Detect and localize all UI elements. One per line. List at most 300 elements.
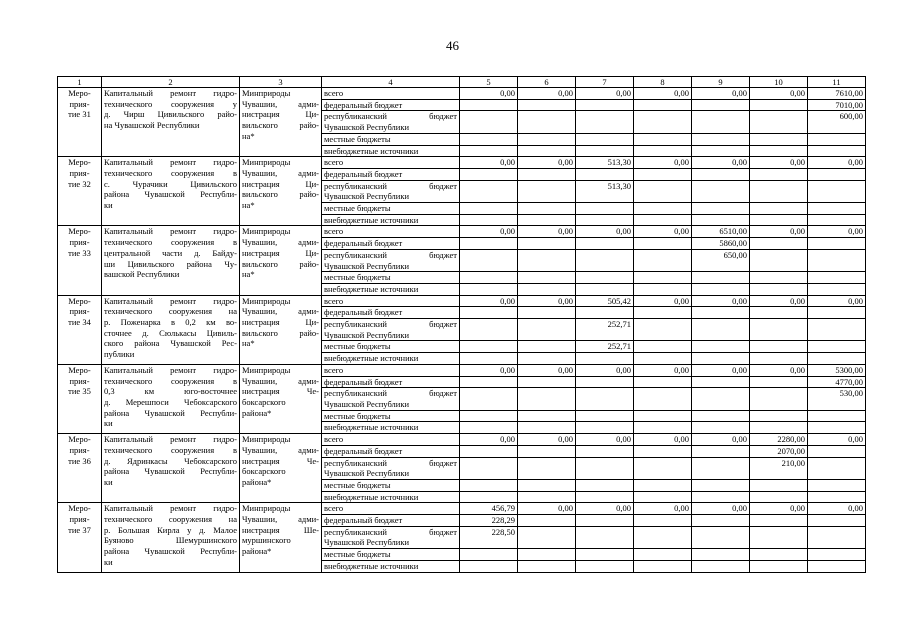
amount-cell: 0,00 [808, 226, 866, 238]
amount-cell [808, 145, 866, 157]
amount-cell [692, 111, 750, 133]
amount-cell: 513,30 [576, 180, 634, 202]
funding-source [322, 445, 460, 457]
funding-source-label: местные бюджеты [324, 272, 391, 283]
funding-source [322, 434, 460, 446]
text-line: р. Поженарка в 0,2 км во- [104, 317, 237, 328]
amount-cell [518, 515, 576, 527]
text-line: Минприроды [242, 295, 291, 306]
funding-source-label: федеральный бюджет [324, 376, 403, 387]
amount-cell: 5860,00 [692, 238, 750, 250]
amount-cell: 0,00 [750, 503, 808, 515]
text-line: Чувашии, адми- [242, 514, 319, 525]
funding-source-label: местные бюджеты [324, 341, 391, 352]
amount-cell [460, 319, 518, 341]
funding-source [322, 111, 460, 133]
funding-source [322, 99, 460, 111]
amount-cell [808, 249, 866, 271]
text-line: республиканский бюджет [324, 526, 457, 537]
amount-cell: 0,00 [460, 226, 518, 238]
amount-cell: 0,00 [692, 503, 750, 515]
amount-cell: 0,00 [460, 295, 518, 307]
text-line: Чувашии, адми- [242, 375, 319, 386]
amount-cell [518, 341, 576, 353]
amount-cell: 456,79 [460, 503, 518, 515]
text-line: Чувашской Республики [324, 398, 410, 409]
amount-cell [634, 410, 692, 422]
activity-code [58, 226, 102, 295]
text-line: Минприроды [242, 434, 291, 445]
amount-cell [576, 168, 634, 180]
funding-source-label: всего [324, 295, 344, 306]
activity-executor [240, 364, 322, 433]
amount-cell: 0,00 [576, 503, 634, 515]
amount-cell [692, 422, 750, 434]
amount-cell [518, 283, 576, 295]
amount-cell [808, 238, 866, 250]
funding-source-label: местные бюджеты [324, 133, 391, 144]
amount-cell [634, 99, 692, 111]
amount-cell: 5300,00 [808, 364, 866, 376]
amount-cell [692, 526, 750, 548]
amount-cell [808, 203, 866, 215]
activity-executor [240, 157, 322, 226]
text-line: Минприроды [242, 226, 291, 237]
amount-cell [576, 238, 634, 250]
activity-code [58, 295, 102, 364]
amount-cell [750, 272, 808, 284]
amount-cell [808, 549, 866, 561]
text-line: Меро- [68, 503, 91, 514]
text-line: Капитальный ремонт гидро- [104, 364, 237, 375]
amount-cell [576, 203, 634, 215]
amount-cell: 0,00 [808, 295, 866, 307]
text-line: вильского райо- [242, 120, 319, 131]
funding-source-label: внебюджетные источники [324, 422, 419, 433]
amount-cell [518, 491, 576, 503]
amount-cell [460, 479, 518, 491]
funding-source-label: всего [324, 226, 344, 237]
column-header: 10 [750, 77, 808, 88]
funding-source-label: всего [324, 88, 344, 98]
column-header: 8 [634, 77, 692, 88]
funding-source-label: внебюджетные источники [324, 491, 419, 502]
text-line: республиканский бюджет [324, 457, 457, 468]
amount-cell [750, 549, 808, 561]
amount-cell [634, 457, 692, 479]
amount-cell: 0,00 [576, 364, 634, 376]
amount-cell [808, 410, 866, 422]
amount-cell [634, 388, 692, 410]
amount-cell [460, 491, 518, 503]
amount-cell [750, 410, 808, 422]
activity-code [58, 157, 102, 226]
text-line: на* [242, 200, 255, 211]
column-header: 7 [576, 77, 634, 88]
amount-cell [808, 560, 866, 572]
text-line: Капитальный ремонт гидро- [104, 226, 237, 237]
amount-cell: 0,00 [460, 157, 518, 169]
amount-cell: 0,00 [634, 295, 692, 307]
amount-cell [692, 180, 750, 202]
table-row [58, 88, 866, 100]
amount-cell [808, 272, 866, 284]
funding-source [322, 526, 460, 548]
amount-cell: 0,00 [518, 503, 576, 515]
text-line: тие 33 [68, 247, 91, 258]
amount-cell: 0,00 [692, 364, 750, 376]
text-line: Чувашии, адми- [242, 237, 319, 248]
funding-source [322, 145, 460, 157]
amount-cell: 0,00 [518, 157, 576, 169]
amount-cell [692, 168, 750, 180]
amount-cell: 0,00 [518, 88, 576, 100]
amount-cell [576, 457, 634, 479]
text-line: Меро- [68, 226, 91, 237]
column-header: 6 [518, 77, 576, 88]
column-header: 1 [58, 77, 102, 88]
text-line: тие 36 [68, 455, 91, 466]
amount-cell: 0,00 [634, 88, 692, 100]
column-header: 2 [102, 77, 240, 88]
text-line: прия- [69, 237, 90, 248]
amount-cell [634, 515, 692, 527]
text-line: республиканский бюджет [324, 180, 457, 191]
amount-cell [518, 376, 576, 388]
amount-cell: 0,00 [750, 364, 808, 376]
text-line: нистрация Че- [242, 455, 319, 466]
amount-cell [518, 549, 576, 561]
amount-cell [634, 111, 692, 133]
text-line: прия- [69, 167, 90, 178]
amount-cell [808, 341, 866, 353]
amount-cell [518, 99, 576, 111]
text-line: боксарского [242, 466, 286, 477]
amount-cell [750, 422, 808, 434]
amount-cell [808, 353, 866, 365]
funding-source [322, 376, 460, 388]
text-line: Меро- [68, 88, 91, 98]
amount-cell [634, 422, 692, 434]
funding-source-label: местные бюджеты [324, 203, 391, 214]
amount-cell [692, 515, 750, 527]
amount-cell [750, 319, 808, 341]
amount-cell [692, 457, 750, 479]
amount-cell: 228,50 [460, 526, 518, 548]
amount-cell: 0,00 [518, 295, 576, 307]
text-line: Чувашии, адми- [242, 98, 319, 109]
amount-cell [634, 203, 692, 215]
amount-cell: 600,00 [808, 111, 866, 133]
amount-cell: 530,00 [808, 388, 866, 410]
amount-cell [518, 388, 576, 410]
amount-cell: 2280,00 [750, 434, 808, 446]
amount-cell [634, 133, 692, 145]
amount-cell [808, 515, 866, 527]
text-line: технического сооружения в [104, 444, 237, 455]
amount-cell [634, 491, 692, 503]
amount-cell [808, 457, 866, 479]
text-line: с. Чурачики Цивильского [104, 178, 237, 189]
text-line: Чувашской Республики [324, 537, 410, 548]
activity-description [102, 88, 240, 157]
text-line: ши Цивильского района Чу- [104, 258, 237, 269]
text-line: тие 35 [68, 386, 91, 397]
amount-cell: 7010,00 [808, 99, 866, 111]
amount-cell [808, 491, 866, 503]
amount-cell [576, 133, 634, 145]
text-line: района Чувашской Республи- [104, 189, 237, 200]
text-line: Капитальный ремонт гидро- [104, 157, 237, 168]
amount-cell [460, 249, 518, 271]
text-line: района Чувашской Республи- [104, 546, 237, 557]
amount-cell [460, 353, 518, 365]
amount-cell [460, 238, 518, 250]
column-header: 4 [322, 77, 460, 88]
amount-cell [750, 526, 808, 548]
amount-cell [576, 422, 634, 434]
text-line: Чувашской Республики [324, 122, 410, 133]
text-line: Капитальный ремонт гидро- [104, 88, 237, 98]
text-line: технического сооружения на [104, 306, 237, 317]
text-line: технического сооружения у [104, 98, 237, 109]
amount-cell: 252,71 [576, 341, 634, 353]
amount-cell [750, 307, 808, 319]
funding-source [322, 341, 460, 353]
amount-cell [750, 341, 808, 353]
amount-cell [460, 560, 518, 572]
text-line: технического сооружения в [104, 167, 237, 178]
column-header: 11 [808, 77, 866, 88]
amount-cell: 4770,00 [808, 376, 866, 388]
text-line: Чувашской Республики [324, 260, 410, 271]
text-line: республиканский бюджет [324, 111, 457, 122]
table-row [58, 434, 866, 446]
amount-cell [576, 491, 634, 503]
amount-cell [518, 479, 576, 491]
amount-cell [460, 457, 518, 479]
amount-cell [576, 272, 634, 284]
amount-cell: 0,00 [518, 226, 576, 238]
amount-cell [460, 180, 518, 202]
funding-source [322, 180, 460, 202]
funding-source-label: всего [324, 364, 344, 375]
amount-cell: 0,00 [634, 157, 692, 169]
text-line: Чувашии, адми- [242, 444, 319, 455]
amount-cell: 210,00 [750, 457, 808, 479]
amount-cell [576, 479, 634, 491]
text-line: тие 37 [68, 524, 91, 535]
amount-cell [460, 410, 518, 422]
funding-source [322, 133, 460, 145]
text-line: вашской Республики [104, 269, 180, 280]
amount-cell: 0,00 [808, 503, 866, 515]
text-line: вильского райо- [242, 189, 319, 200]
program-activities-table [57, 76, 866, 573]
text-line: тие 34 [68, 317, 91, 328]
amount-cell [808, 445, 866, 457]
text-line: Меро- [68, 295, 91, 306]
funding-source-label: всего [324, 503, 344, 514]
text-line: нистрация Ци- [242, 317, 319, 328]
activity-executor [240, 503, 322, 572]
funding-source [322, 457, 460, 479]
amount-cell [576, 515, 634, 527]
amount-cell: 0,00 [808, 157, 866, 169]
activity-executor [240, 88, 322, 157]
amount-cell [750, 560, 808, 572]
text-line: д. Чирш Цивильского райо- [104, 109, 237, 120]
funding-source-label: внебюджетные источники [324, 560, 419, 571]
amount-cell [692, 341, 750, 353]
amount-cell [808, 214, 866, 226]
amount-cell: 0,00 [692, 88, 750, 100]
amount-cell [808, 168, 866, 180]
funding-source [322, 353, 460, 365]
amount-cell [808, 526, 866, 548]
activity-description [102, 503, 240, 572]
amount-cell [518, 422, 576, 434]
text-line: публики [104, 349, 135, 360]
amount-cell [634, 549, 692, 561]
amount-cell [518, 168, 576, 180]
funding-source [322, 203, 460, 215]
amount-cell: 0,00 [634, 226, 692, 238]
text-line: Меро- [68, 434, 91, 445]
funding-source-label: федеральный бюджет [324, 515, 403, 526]
amount-cell: 0,00 [692, 434, 750, 446]
funding-source-label: федеральный бюджет [324, 238, 403, 249]
text-line: республиканский бюджет [324, 319, 457, 330]
amount-cell [750, 388, 808, 410]
funding-source-label: федеральный бюджет [324, 168, 403, 179]
amount-cell [576, 111, 634, 133]
amount-cell [576, 560, 634, 572]
amount-cell [692, 388, 750, 410]
amount-cell: 0,00 [750, 88, 808, 100]
column-header: 5 [460, 77, 518, 88]
amount-cell [808, 133, 866, 145]
amount-cell [692, 376, 750, 388]
text-line: центральной части д. Байду- [104, 247, 237, 258]
text-line: тие 32 [68, 178, 91, 189]
amount-cell [692, 99, 750, 111]
amount-cell: 0,00 [576, 226, 634, 238]
amount-cell [634, 238, 692, 250]
amount-cell [634, 560, 692, 572]
funding-source [322, 491, 460, 503]
funding-source-label: федеральный бюджет [324, 445, 403, 456]
activity-code [58, 503, 102, 572]
amount-cell [576, 445, 634, 457]
amount-cell [634, 249, 692, 271]
amount-cell [634, 168, 692, 180]
text-line: ки [104, 476, 113, 487]
text-line: ки [104, 556, 113, 567]
amount-cell: 6510,00 [692, 226, 750, 238]
text-line: на* [242, 338, 255, 349]
funding-source [322, 388, 460, 410]
table-row [58, 157, 866, 169]
amount-cell [576, 145, 634, 157]
text-line: вильского райо- [242, 327, 319, 338]
text-line: района* [242, 546, 272, 557]
funding-source [322, 214, 460, 226]
amount-cell: 0,00 [634, 503, 692, 515]
amount-cell: 505,42 [576, 295, 634, 307]
funding-source [322, 168, 460, 180]
text-line: республиканский бюджет [324, 388, 457, 399]
amount-cell [750, 168, 808, 180]
table-row [58, 226, 866, 238]
text-line: технического сооружения в [104, 237, 237, 248]
funding-source [322, 272, 460, 284]
text-line: нистрация Ци- [242, 109, 319, 120]
funding-source [322, 503, 460, 515]
text-line: р. Большая Кирла у д. Малое [104, 524, 237, 535]
amount-cell [518, 180, 576, 202]
activity-code [58, 88, 102, 157]
text-line: района Чувашской Республи- [104, 407, 237, 418]
amount-cell [634, 214, 692, 226]
amount-cell: 0,00 [808, 434, 866, 446]
text-line: Капитальный ремонт гидро- [104, 434, 237, 445]
amount-cell: 513,30 [576, 157, 634, 169]
amount-cell [576, 376, 634, 388]
amount-cell: 0,00 [576, 434, 634, 446]
text-line: прия- [69, 306, 90, 317]
amount-cell [576, 388, 634, 410]
funding-source [322, 283, 460, 295]
amount-cell [692, 307, 750, 319]
funding-source-label: местные бюджеты [324, 549, 391, 560]
text-line: прия- [69, 514, 90, 525]
funding-source [322, 319, 460, 341]
amount-cell [634, 479, 692, 491]
amount-cell: 650,00 [692, 249, 750, 271]
amount-cell [808, 479, 866, 491]
activity-code [58, 434, 102, 503]
amount-cell [692, 214, 750, 226]
funding-source [322, 249, 460, 271]
funding-source-label: внебюджетные источники [324, 353, 419, 364]
funding-source [322, 515, 460, 527]
amount-cell: 228,29 [460, 515, 518, 527]
amount-cell [460, 111, 518, 133]
amount-cell [692, 549, 750, 561]
amount-cell [750, 249, 808, 271]
amount-cell [460, 214, 518, 226]
amount-cell: 0,00 [460, 434, 518, 446]
activity-description [102, 295, 240, 364]
text-line: Меро- [68, 364, 91, 375]
amount-cell: 0,00 [692, 295, 750, 307]
amount-cell [692, 410, 750, 422]
amount-cell [518, 203, 576, 215]
amount-cell [460, 133, 518, 145]
amount-cell [576, 283, 634, 295]
amount-cell [576, 99, 634, 111]
text-line: нистрация Ци- [242, 178, 319, 189]
amount-cell: 0,00 [518, 364, 576, 376]
funding-source-label: всего [324, 157, 344, 168]
amount-cell [518, 307, 576, 319]
text-line: 0,3 км юго-восточнее [104, 386, 237, 397]
funding-source [322, 549, 460, 561]
activity-description [102, 226, 240, 295]
amount-cell [750, 145, 808, 157]
amount-cell [518, 353, 576, 365]
